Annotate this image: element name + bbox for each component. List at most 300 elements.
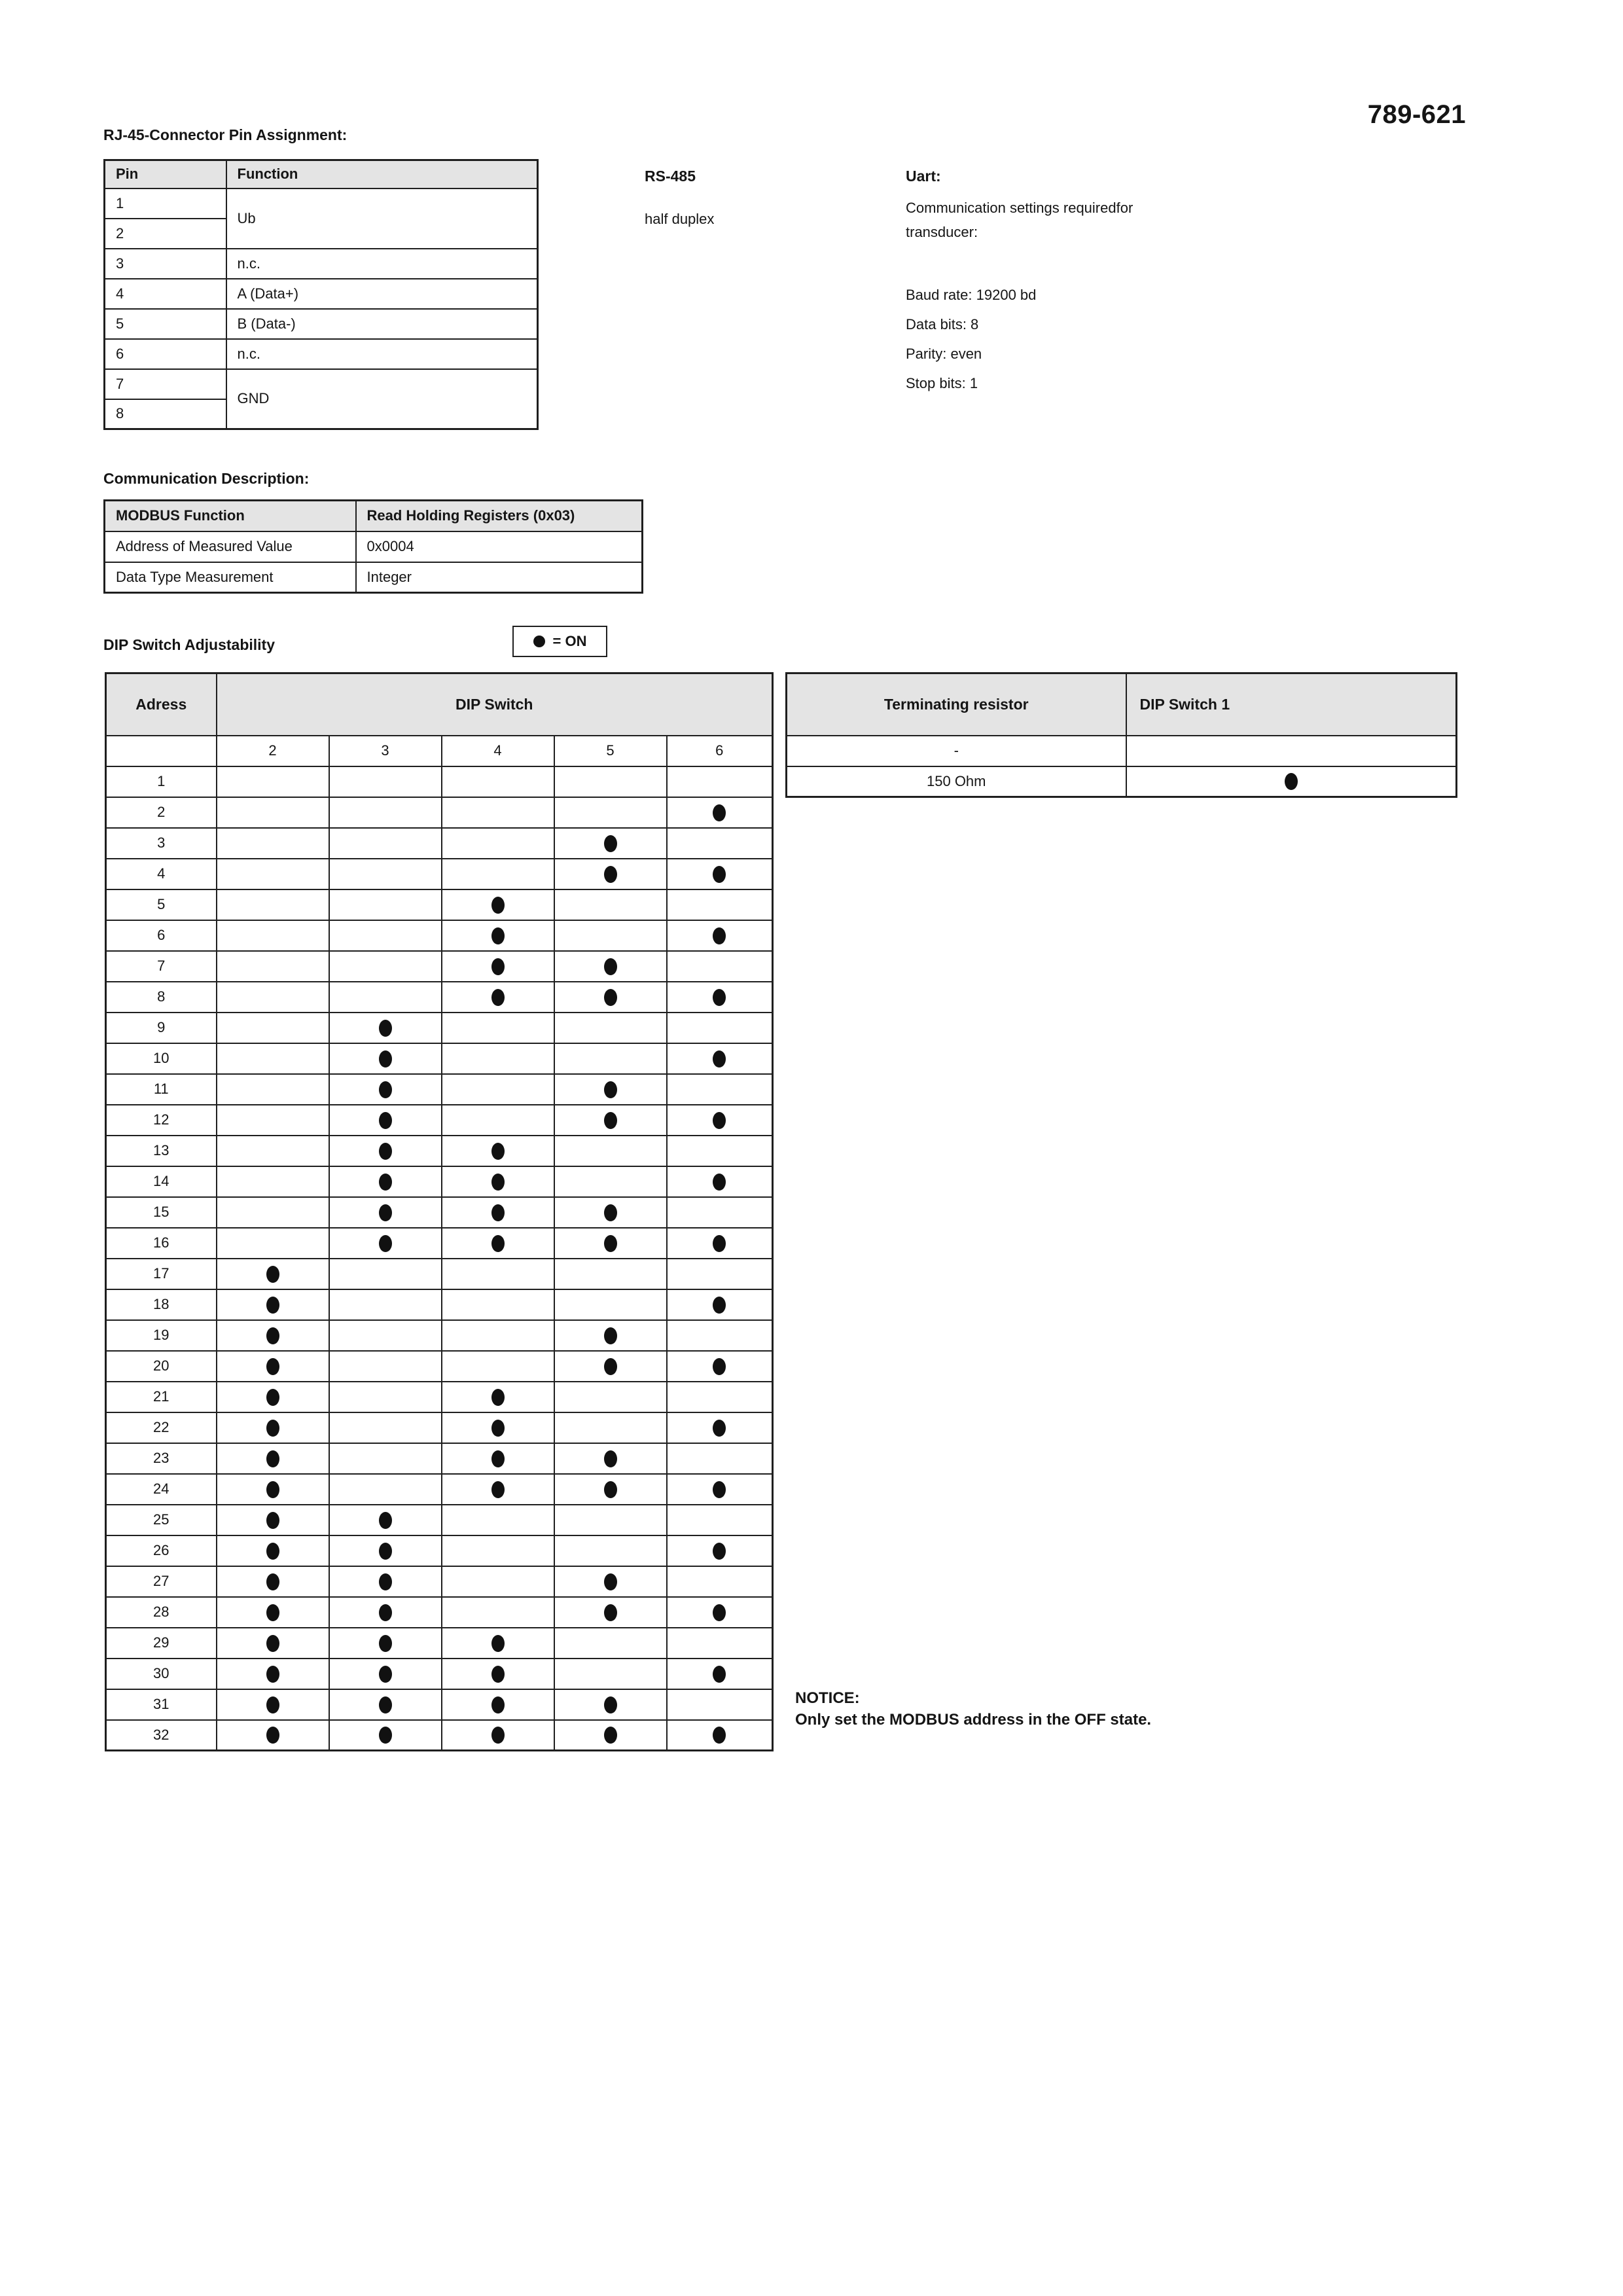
dip-state-cell: [667, 1166, 773, 1197]
dip-state-cell: [442, 1166, 554, 1197]
dip-address-cell: 11: [106, 1074, 217, 1105]
dip-state-cell: [217, 1166, 329, 1197]
dip-switch-number: 6: [667, 736, 773, 766]
rj45-pin-cell: 1: [105, 188, 226, 219]
dip-state-cell: [217, 951, 329, 982]
on-dot-icon: [713, 1358, 726, 1375]
comm-table-body: [105, 501, 643, 593]
dip-state-cell: [554, 1259, 667, 1289]
dip-row: [106, 1443, 773, 1474]
dip-state-cell: [329, 1382, 442, 1412]
on-dot-icon: [491, 1143, 505, 1160]
dip-state-cell: [217, 1289, 329, 1320]
on-dot-icon: [491, 1696, 505, 1713]
dip-state-cell: [667, 982, 773, 1013]
dip-state-cell: [554, 1166, 667, 1197]
dip-state-cell: [554, 951, 667, 982]
dip-address-cell: 5: [106, 889, 217, 920]
dip-state-cell: [667, 1197, 773, 1228]
term-row: [787, 736, 1457, 766]
on-dot-icon: [713, 927, 726, 944]
dip-state-cell: [554, 1659, 667, 1689]
dip-state-cell: [554, 1505, 667, 1535]
dip-state-cell: [217, 1197, 329, 1228]
dip-state-cell: [667, 889, 773, 920]
on-dot-icon: [713, 1420, 726, 1437]
dip-state-cell: [442, 1597, 554, 1628]
dip-state-cell: [217, 1351, 329, 1382]
dip-state-cell: [554, 1136, 667, 1166]
dip-state-cell: [554, 1320, 667, 1351]
dip-row: [106, 1320, 773, 1351]
on-dot-icon: [491, 1635, 505, 1652]
dip-row: [106, 1228, 773, 1259]
on-dot-icon: [266, 1543, 279, 1560]
rj45-row: [105, 188, 538, 219]
dip-address-cell: 13: [106, 1136, 217, 1166]
dip-row: [106, 1289, 773, 1320]
dip-state-cell: [217, 1136, 329, 1166]
on-dot-icon: [266, 1358, 279, 1375]
on-dot-icon: [604, 1696, 617, 1713]
on-dot-icon: [266, 1450, 279, 1467]
dip-state-cell: [442, 797, 554, 828]
on-dot-icon: [379, 1143, 392, 1160]
dip-row: [106, 1597, 773, 1628]
comm-value-cell: 0x0004: [356, 531, 643, 562]
dip-state-cell: [554, 1382, 667, 1412]
dip-state-cell: [667, 1259, 773, 1289]
dip-state-cell: [554, 1443, 667, 1474]
dip-state-cell: [329, 1013, 442, 1043]
dip-state-cell: [667, 828, 773, 859]
dip-address-cell: 6: [106, 920, 217, 951]
on-dot-icon: [491, 958, 505, 975]
on-dot-icon: [266, 1635, 279, 1652]
dip-state-cell: [217, 1535, 329, 1566]
on-dot-icon: [266, 1727, 279, 1744]
dip-state-cell: [554, 1566, 667, 1597]
dip-row: [106, 1136, 773, 1166]
dip-state-cell: [329, 1412, 442, 1443]
rj45-function-cell: Ub: [226, 188, 538, 249]
on-dot-icon: [491, 897, 505, 914]
dip-state-cell: [442, 1474, 554, 1505]
dip-state-cell: [217, 889, 329, 920]
dip-address-cell: 3: [106, 828, 217, 859]
dip-state-cell: [217, 920, 329, 951]
dip-state-cell: [329, 828, 442, 859]
term-resistor-cell: 150 Ohm: [787, 766, 1126, 797]
dip-address-cell: 21: [106, 1382, 217, 1412]
on-dot-icon: [266, 1512, 279, 1529]
dip-state-cell: [667, 1566, 773, 1597]
on-dot-icon: [604, 1358, 617, 1375]
on-dot-icon: [713, 989, 726, 1006]
dip-state-cell: [667, 1289, 773, 1320]
dip-state-cell: [329, 1289, 442, 1320]
dip-state-cell: [442, 982, 554, 1013]
dip-state-cell: [217, 1443, 329, 1474]
dip-address-cell: 29: [106, 1628, 217, 1659]
on-dot-icon: [713, 1235, 726, 1252]
rj45-pin-cell: 6: [105, 339, 226, 369]
dip-state-cell: [442, 1443, 554, 1474]
rj45-function-cell: n.c.: [226, 339, 538, 369]
dip-state-cell: [554, 1228, 667, 1259]
dip-state-cell: [554, 1289, 667, 1320]
legend-label: = ON: [552, 633, 587, 649]
on-dot-icon: [379, 1020, 392, 1037]
dip-state-cell: [217, 1105, 329, 1136]
rj45-row: [105, 369, 538, 399]
on-dot-icon: [1285, 773, 1298, 790]
dip-state-cell: [217, 1259, 329, 1289]
dip-row: [106, 1382, 773, 1412]
dip-state-cell: [329, 1659, 442, 1689]
dip-state-cell: [667, 920, 773, 951]
dip-state-cell: [554, 1474, 667, 1505]
dip-state-cell: [442, 1659, 554, 1689]
rj45-function-cell: B (Data-): [226, 309, 538, 339]
dip-address-cell: 4: [106, 859, 217, 889]
dip-row: [106, 797, 773, 828]
dip-row: [106, 1166, 773, 1197]
uart-settings: [906, 280, 1036, 398]
dip-row: [106, 1259, 773, 1289]
dip-state-cell: [329, 1074, 442, 1105]
on-dot-icon: [266, 1327, 279, 1344]
uart-setting-line: Parity: even: [906, 346, 982, 362]
dip-address-cell: 9: [106, 1013, 217, 1043]
dip-state-cell: [217, 1566, 329, 1597]
dip-state-cell: [667, 1136, 773, 1166]
rj45-row: [105, 249, 538, 279]
dip-row: [106, 1474, 773, 1505]
dip-state-cell: [554, 889, 667, 920]
dip-state-cell: [667, 1628, 773, 1659]
dip-address-cell: 30: [106, 1659, 217, 1689]
dip-state-cell: [329, 951, 442, 982]
dip-row: [106, 1197, 773, 1228]
on-dot-icon: [379, 1727, 392, 1744]
on-dot-icon: [379, 1666, 392, 1683]
term-state-cell: [1126, 766, 1457, 797]
notice: [795, 1687, 1162, 1731]
rj45-table: [103, 159, 539, 430]
on-dot-icon: [713, 1112, 726, 1129]
on-dot-icon: [604, 1604, 617, 1621]
dip-table-body: [106, 766, 773, 1751]
dip-state-cell: [442, 1535, 554, 1566]
rj45-function-cell: GND: [226, 369, 538, 429]
dip-state-cell: [329, 1535, 442, 1566]
dip-state-cell: [554, 1720, 667, 1751]
dip-state-cell: [329, 797, 442, 828]
uart-title: Uart:: [906, 168, 941, 185]
dip-state-cell: [329, 920, 442, 951]
on-dot-icon: [604, 1204, 617, 1221]
dip-state-cell: [329, 1505, 442, 1535]
uart-setting-line: Data bits: 8: [906, 316, 979, 332]
dip-state-cell: [442, 1105, 554, 1136]
on-dot-icon: [713, 1727, 726, 1744]
on-dot-icon: [266, 1481, 279, 1498]
dip-state-cell: [667, 1013, 773, 1043]
communication-table: [103, 499, 643, 594]
terminating-resistor-table: [785, 672, 1457, 798]
dip-state-cell: [442, 1136, 554, 1166]
on-dot-icon: [266, 1573, 279, 1590]
dip-state-cell: [329, 766, 442, 797]
dip-state-cell: [667, 1228, 773, 1259]
dip-address-cell: 25: [106, 1505, 217, 1535]
dip-state-cell: [442, 1566, 554, 1597]
dip-group-header: DIP Switch: [217, 673, 773, 736]
dip-state-cell: [442, 1720, 554, 1751]
dip-address-cell: 10: [106, 1043, 217, 1074]
on-dot-icon: [713, 804, 726, 821]
dip-state-cell: [217, 1689, 329, 1720]
dip-state-cell: [667, 1105, 773, 1136]
dip-state-cell: [217, 1412, 329, 1443]
dip-switch-number: 4: [442, 736, 554, 766]
on-dot-icon: [266, 1266, 279, 1283]
dip-state-cell: [442, 889, 554, 920]
dip-address-cell: 26: [106, 1535, 217, 1566]
dip-address-cell: 19: [106, 1320, 217, 1351]
dip-state-cell: [329, 1720, 442, 1751]
dip-row: [106, 982, 773, 1013]
dip-address-cell: 24: [106, 1474, 217, 1505]
rj45-function-cell: n.c.: [226, 249, 538, 279]
rj45-row: [105, 279, 538, 309]
dip-state-cell: [329, 1351, 442, 1382]
dip-state-cell: [217, 1659, 329, 1689]
dip-state-cell: [217, 828, 329, 859]
dip-state-cell: [329, 1136, 442, 1166]
dip-address-cell: 15: [106, 1197, 217, 1228]
dip-state-cell: [329, 1689, 442, 1720]
dip-address-cell: 31: [106, 1689, 217, 1720]
on-dot-icon: [379, 1573, 392, 1590]
on-dot-icon: [491, 1450, 505, 1467]
dip-row: [106, 951, 773, 982]
uart-setting-line: Stop bits: 1: [906, 375, 978, 391]
dip-row: [106, 1351, 773, 1382]
notice-title: NOTICE:: [795, 1689, 860, 1707]
on-dot-icon: [379, 1635, 392, 1652]
dip-state-cell: [329, 859, 442, 889]
dip-state-cell: [667, 859, 773, 889]
dip-state-cell: [442, 1689, 554, 1720]
term-row: [787, 766, 1457, 797]
on-dot-icon: [379, 1174, 392, 1191]
dip-state-cell: [329, 889, 442, 920]
on-dot-icon: [713, 1297, 726, 1314]
rj45-section-title: RJ-45-Connector Pin Assignment:: [103, 126, 348, 143]
dip-address-header: Adress: [106, 673, 217, 736]
on-dot-icon: [604, 1573, 617, 1590]
uart-setting-line: Baud rate: 19200 bd: [906, 287, 1037, 303]
on-dot-icon: [379, 1696, 392, 1713]
comm-label-cell: Data Type Measurement: [105, 562, 356, 593]
dip-state-cell: [667, 1689, 773, 1720]
dip-state-cell: [667, 1382, 773, 1412]
dip-state-cell: [442, 1259, 554, 1289]
dip-state-cell: [329, 1320, 442, 1351]
dip-row: [106, 889, 773, 920]
on-dot-icon: [379, 1050, 392, 1067]
dip-state-cell: [667, 1597, 773, 1628]
dip-address-cell: 32: [106, 1720, 217, 1751]
rj45-pin-cell: 7: [105, 369, 226, 399]
dip-state-cell: [329, 1474, 442, 1505]
dip-state-cell: [442, 1382, 554, 1412]
on-dot-icon: [491, 927, 505, 944]
dip-state-cell: [329, 1105, 442, 1136]
dip-state-cell: [554, 1197, 667, 1228]
rj45-pin-cell: 2: [105, 219, 226, 249]
dip-state-cell: [554, 1013, 667, 1043]
on-dot-icon: [604, 1450, 617, 1467]
dip-state-cell: [554, 1105, 667, 1136]
dip-state-cell: [217, 982, 329, 1013]
rj45-header-row: [105, 160, 538, 188]
on-dot-icon: [379, 1543, 392, 1560]
on-dot-icon: [379, 1512, 392, 1529]
dip-state-cell: [554, 1628, 667, 1659]
dip-address-cell: 18: [106, 1289, 217, 1320]
rs485-mode: half duplex: [645, 211, 715, 227]
dip-address-cell: 1: [106, 766, 217, 797]
on-dot-icon: [713, 1050, 726, 1067]
on-dot-icon: [491, 1727, 505, 1744]
comm-value-cell: Integer: [356, 562, 643, 593]
dip-state-cell: [554, 1043, 667, 1074]
dip-address-cell: 23: [106, 1443, 217, 1474]
rj45-pin-cell: 4: [105, 279, 226, 309]
dip-row: [106, 1689, 773, 1720]
dip-state-cell: [554, 1689, 667, 1720]
dip-address-cell: 27: [106, 1566, 217, 1597]
on-dot-icon: [491, 1235, 505, 1252]
dip-state-cell: [442, 1228, 554, 1259]
on-dot-icon: [604, 835, 617, 852]
comm-row: [105, 562, 643, 593]
page-number: 789-621: [1367, 100, 1466, 129]
dip-address-cell: 7: [106, 951, 217, 982]
on-dot-icon: [379, 1604, 392, 1621]
dip-state-cell: [329, 1443, 442, 1474]
on-dot-icon: [379, 1204, 392, 1221]
on-dot-icon: [491, 1174, 505, 1191]
dip-state-cell: [217, 1597, 329, 1628]
dip-state-cell: [329, 982, 442, 1013]
on-dot-icon: [491, 1204, 505, 1221]
comm-row: [105, 531, 643, 562]
on-dot-icon: [604, 1481, 617, 1498]
dip-state-cell: [442, 1289, 554, 1320]
dip-state-cell: [442, 1320, 554, 1351]
dip-state-cell: [217, 1320, 329, 1351]
communication-title: Communication Description:: [103, 470, 310, 487]
dip-state-cell: [217, 1382, 329, 1412]
dip-state-cell: [217, 1074, 329, 1105]
dip-header-row: [106, 673, 773, 736]
on-dot-icon: [266, 1389, 279, 1406]
dip-address-cell: 20: [106, 1351, 217, 1382]
dip-state-cell: [329, 1166, 442, 1197]
on-dot-icon: [266, 1604, 279, 1621]
dip-subheader-row: [106, 736, 773, 766]
dip-row: [106, 1043, 773, 1074]
dip-address-cell: 17: [106, 1259, 217, 1289]
dip-state-cell: [554, 982, 667, 1013]
on-dot-icon: [491, 989, 505, 1006]
dip-row: [106, 1720, 773, 1751]
dip-state-cell: [667, 797, 773, 828]
dip-state-cell: [217, 766, 329, 797]
term-header-dip1: DIP Switch 1: [1126, 673, 1457, 736]
rj45-pin-cell: 8: [105, 399, 226, 429]
on-dot-icon: [491, 1666, 505, 1683]
dip-state-cell: [667, 951, 773, 982]
rj45-pin-cell: 5: [105, 309, 226, 339]
dip-state-cell: [329, 1228, 442, 1259]
dip-row: [106, 1566, 773, 1597]
dip-state-cell: [442, 1197, 554, 1228]
dip-address-cell: 12: [106, 1105, 217, 1136]
dip-state-cell: [554, 1074, 667, 1105]
dip-legend: [512, 626, 607, 657]
dip-state-cell: [442, 828, 554, 859]
dip-state-cell: [667, 1074, 773, 1105]
dip-state-cell: [667, 1659, 773, 1689]
on-dot-icon: [379, 1112, 392, 1129]
rj45-table-body: [105, 188, 538, 429]
dip-state-cell: [554, 797, 667, 828]
on-dot-icon: [604, 1327, 617, 1344]
rj45-row: [105, 309, 538, 339]
dip-state-cell: [667, 1443, 773, 1474]
on-dot-icon: [713, 1543, 726, 1560]
on-dot-icon: [266, 1297, 279, 1314]
on-dot-icon: [604, 1235, 617, 1252]
dip-state-cell: [667, 1351, 773, 1382]
dip-state-cell: [554, 1412, 667, 1443]
comm-header-cell: MODBUS Function: [105, 501, 356, 531]
on-dot-icon: [604, 1727, 617, 1744]
dip-state-cell: [329, 1259, 442, 1289]
dip-row: [106, 1074, 773, 1105]
on-dot-icon: [379, 1081, 392, 1098]
dip-state-cell: [217, 859, 329, 889]
dip-state-cell: [217, 1474, 329, 1505]
comm-header-row: [105, 501, 643, 531]
dip-state-cell: [554, 1351, 667, 1382]
dip-state-cell: [442, 920, 554, 951]
dip-state-cell: [442, 1628, 554, 1659]
rj45-header-pin: Pin: [105, 160, 226, 188]
dip-row: [106, 828, 773, 859]
dip-address-cell: 22: [106, 1412, 217, 1443]
dip-state-cell: [329, 1628, 442, 1659]
rj45-function-cell: A (Data+): [226, 279, 538, 309]
dip-address-cell: 28: [106, 1597, 217, 1628]
dip-state-cell: [442, 1074, 554, 1105]
rj45-header-function: Function: [226, 160, 538, 188]
